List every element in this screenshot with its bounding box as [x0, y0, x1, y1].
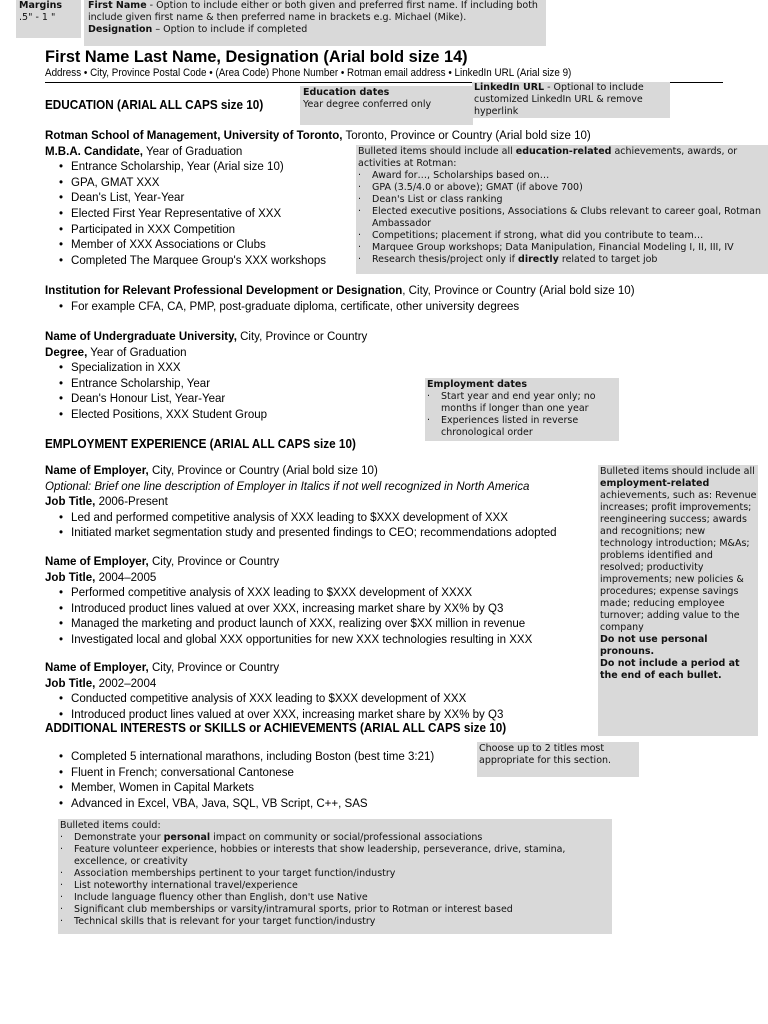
list-item: • Participated in XXX Competition [45, 222, 591, 238]
additional-list [45, 749, 434, 811]
list-item: • Entrance Scholarship, Year (Arial size 10) [45, 159, 591, 175]
education-heading: EDUCATION (ARIAL ALL CAPS size 10) [45, 98, 264, 112]
list-item: • Introduced product lines valued at over XXX, increasing market share by XX% by Q3 [45, 601, 532, 617]
job-block-3 [45, 660, 503, 722]
list-item: • Completed The Marquee Group's XXX workshops [45, 253, 591, 269]
list-item: • Performed competitive analysis of XXX leading to $XXX development of XXXX [45, 585, 532, 601]
list-item: • Specialization in XXX [45, 360, 367, 376]
list-item: • Managed the marketing and product launch of XXX, realizing over $XX million in revenue [45, 616, 532, 632]
institution-line: Institution for Relevant Professional Development or Designation, City, Province or Country (Arial bold size 10) [45, 283, 635, 297]
name-designation-note [84, 0, 546, 46]
list-item: · Research thesis/project only if directly related to target job [358, 254, 768, 266]
list-item: • Completed 5 international marathons, including Boston (best time 3:21) [45, 749, 434, 765]
education-dates-title: Education dates [303, 87, 390, 98]
designation-text: – Option to include if completed [152, 24, 308, 35]
job-list [45, 691, 503, 722]
list-item: · Association memberships pertinent to your target function/industry [60, 868, 612, 880]
employment-heading: EMPLOYMENT EXPERIENCE (ARIAL ALL CAPS size 10) [45, 437, 356, 451]
education-dates-text: Year degree conferred only [303, 99, 432, 110]
employment-dates-note [425, 378, 619, 441]
titles-note: Choose up to 2 titles most appropriate for this section. [477, 742, 639, 777]
employer-line: Name of Employer, City, Province or Country [45, 660, 280, 674]
linkedin-note [472, 82, 670, 118]
additional-bullets-list [60, 832, 612, 928]
list-item: · Dean's List or class ranking [358, 194, 768, 206]
job-block-2 [45, 554, 532, 648]
list-item: • Fluent in French; conversational Cantonese [45, 765, 434, 781]
employer-line: Name of Employer, City, Province or Country [45, 554, 280, 568]
list-item: • Initiated market segmentation study and presented findings to CEO; recommendations adopted [45, 525, 557, 541]
list-item: • Conducted competitive analysis of XXX leading to $XXX development of XXX [45, 691, 503, 707]
list-item: • For example CFA, CA, PMP, post-graduate diploma, certificate, other university degrees [45, 299, 635, 315]
list-item: · Include language fluency other than English, don't use Native [60, 892, 612, 904]
list-item: · Technical skills that is relevant for your target function/industry [60, 916, 612, 928]
rotman-block [45, 128, 591, 268]
first-name-note [88, 0, 546, 24]
additional-bullets-note [58, 819, 612, 934]
employment-dates-title: Employment dates [427, 379, 527, 390]
additional-block [45, 749, 434, 811]
additional-intro: Bulleted items could: [60, 820, 161, 831]
job-list [45, 585, 532, 647]
institution-list [45, 299, 635, 315]
list-item: · Start year and end year only; no months if longer than one year [427, 391, 619, 415]
mba-list [45, 159, 591, 268]
designation-label: Designation [88, 24, 153, 35]
institution-block [45, 283, 635, 314]
employer-line: Name of Employer, City, Province or Country (Arial bold size 10) [45, 463, 378, 477]
linkedin-title: LinkedIn URL [474, 82, 545, 93]
education-bullets-intro: Bulleted items should include all education-related achievements, awards, or activities at Rotman: [358, 146, 738, 169]
list-item: · Marquee Group workshops; Data Manipulation, Financial Modeling I, II, III, IV [358, 242, 768, 254]
list-item: · List noteworthy international travel/experience [60, 880, 612, 892]
linkedin-text: - Optional to include customized LinkedIn URL & remove hyperlink [474, 82, 644, 117]
no-period-note: Do not include a period at the end of each bullet. [600, 658, 740, 681]
list-item: • Introduced product lines valued at over XXX, increasing market share by XX% by Q3 [45, 707, 503, 723]
list-item: • Led and performed competitive analysis of XXX leading to $XXX development of XXX [45, 510, 557, 526]
list-item: • Elected Positions, XXX Student Group [45, 407, 367, 423]
margins-note [16, 0, 81, 38]
list-item: • Investigated local and global XXX opportunities for new XXX technologies resulting in XXX [45, 632, 532, 648]
employment-bullets-note: Bulleted items should include all employment-related achievements, such as: Revenue increases; profit improvements; reengineering success; awards and recognitions; new technology introduction; M&As; problems identified and resolved; productivity improvements; new policies & procedures; expense savings made; reducing employee turnover; adding value to the company Do not use personal pronouns. Do not include a period at the end of each bullet. [598, 465, 758, 736]
list-item: · Experiences listed in reverse chronological order [427, 415, 619, 439]
additional-heading: ADDITIONAL INTERESTS or SKILLS or ACHIEVEMENTS (ARIAL ALL CAPS size 10) [45, 721, 507, 735]
job-block-1 [45, 463, 557, 541]
job-title-line: Job Title, 2004–2005 [45, 569, 157, 584]
undergrad-list [45, 360, 367, 422]
list-item: · Elected executive positions, Associations & Clubs relevant to career goal, Rotman Ambassador [358, 206, 768, 230]
list-item: • GPA, GMAT XXX [45, 175, 591, 191]
margins-value: .5" - 1 " [19, 12, 56, 23]
list-item: · GPA (3.5/4.0 or above); GMAT (if above 700) [358, 182, 768, 194]
list-item: • Member of XXX Associations or Clubs [45, 237, 591, 253]
list-item: · Competitions; placement if strong, what did you contribute to team… [358, 230, 768, 242]
job-title-line: Job Title, 2006-Present [45, 494, 168, 509]
list-item: · Feature volunteer experience, hobbies or interests that show leadership, perseverance, drive, stamina, excellence, or creativity [60, 844, 612, 868]
employer-description: Optional: Brief one line description of Employer in Italics if not well recognized in North America [45, 478, 530, 493]
list-item: · Significant club memberships or varsity/intramural sports, prior to Rotman or interest based [60, 904, 612, 916]
employment-dates-list [427, 391, 619, 439]
designation-note [88, 24, 546, 36]
resume-title: First Name Last Name, Designation (Arial bold size 14) [45, 47, 468, 66]
first-name-text: - Option to include either or both given and preferred first name. If including both include given first name & then preferred name in brackets e.g. Michael (Mike). [88, 0, 538, 23]
margins-label: Margins [19, 0, 63, 11]
list-item: • Dean's List, Year-Year [45, 190, 591, 206]
undergrad-line: Name of Undergraduate University, City, Province or Country [45, 329, 368, 343]
education-dates-note [300, 86, 473, 125]
list-item: • Entrance Scholarship, Year [45, 376, 367, 392]
undergrad-block [45, 329, 367, 423]
job-list [45, 510, 557, 541]
list-item: · Award for…, Scholarships based on… [358, 170, 768, 182]
no-pronouns-note: Do not use personal pronouns. [600, 634, 708, 657]
list-item: • Advanced in Excel, VBA, Java, SQL, VB Script, C++, SAS [45, 796, 434, 812]
degree-line: Degree, Year of Graduation [45, 344, 187, 359]
job-title-line: Job Title, 2002–2004 [45, 675, 157, 690]
list-item: • Member, Women in Capital Markets [45, 780, 434, 796]
list-item: · Demonstrate your personal impact on community or social/professional associations [60, 832, 612, 844]
rotman-school-line: Rotman School of Management, University of Toronto, Toronto, Province or Country (Arial bold size 10) [45, 128, 591, 142]
mba-line: M.B.A. Candidate, Year of Graduation [45, 143, 243, 158]
list-item: • Dean's Honour List, Year-Year [45, 391, 367, 407]
first-name-label: First Name [88, 0, 147, 11]
list-item: • Elected First Year Representative of XXX [45, 206, 591, 222]
contact-line: Address • City, Province Postal Code • (Area Code) Phone Number • Rotman email address • LinkedIn URL (Arial size 9) [45, 67, 572, 79]
